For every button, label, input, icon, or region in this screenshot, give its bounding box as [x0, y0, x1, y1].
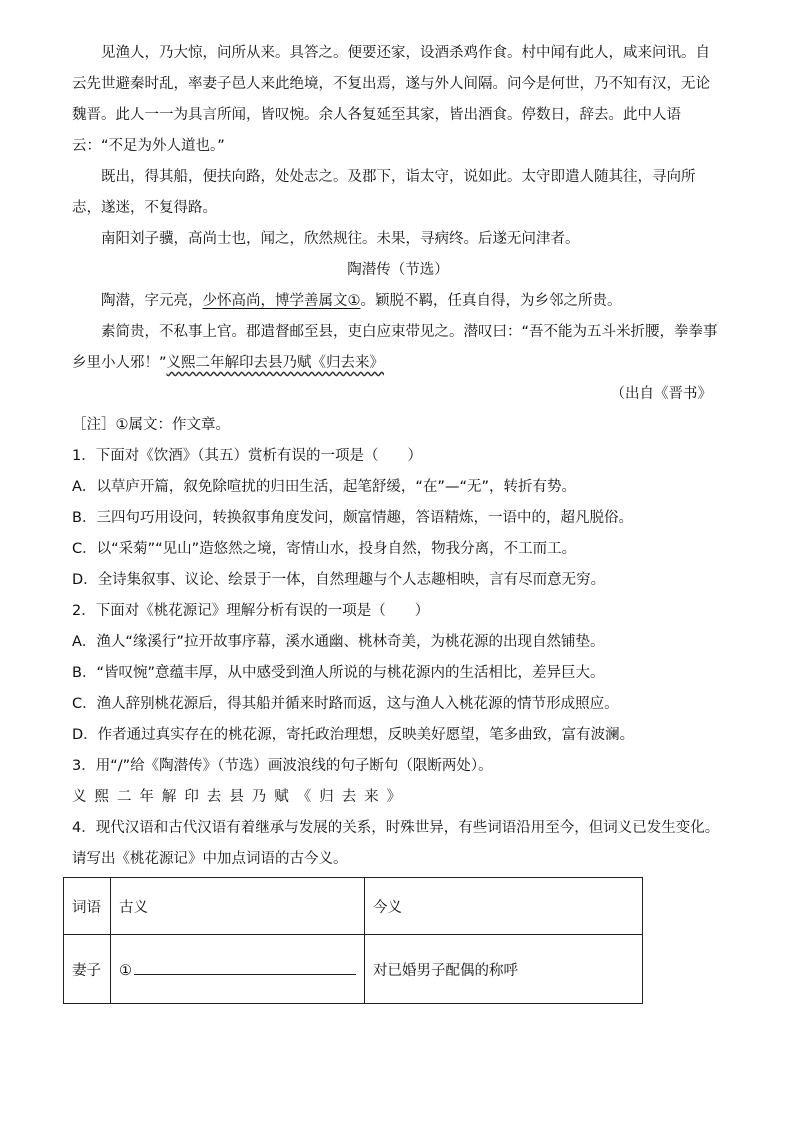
biography-line-1-post: 。颖脱不羁，任真自得，为乡邻之所贵。	[360, 293, 622, 309]
question-1-option-b: B．三四句巧用设问，转换叙事角度发问，颇富情趣，答语精炼，一语中的，超凡脱俗。	[72, 510, 633, 526]
question-2-option-b: B．“皆叹惋”意蕴丰厚，从中感受到渔人所说的与桃花源内的生活相比，差异巨大。	[72, 665, 605, 681]
biography-line-1	[72, 286, 724, 317]
vocab-table-row	[64, 935, 643, 1004]
question-3-sentence: 义熙二年解印去县乃赋《归去来》	[72, 789, 410, 805]
question-1-option-a: A．以草庐开篇，叙免除喧扰的归田生活，起笔舒缓，“在”—“无”，转折有势。	[72, 479, 576, 495]
question-2-stem: 2．下面对《桃花源记》理解分析有误的一项是（ ）	[72, 603, 430, 619]
question-1-option-d: D．全诗集叙事、议论、绘景于一体，自然理趣与个人志趣相映，言有尽而意无穷。	[72, 572, 606, 588]
question-2-option-a: A．渔人“缘溪行”拉开故事序幕，溪水通幽、桃林奇美，为桃花源的出现自然铺垫。	[72, 634, 605, 650]
vocab-table	[63, 877, 643, 1004]
cell-ancient-answer	[111, 935, 365, 1004]
source-citation: （出自《晋书》	[610, 386, 712, 402]
wavy-underlined-sentence: 义熙二年解印去县乃赋《归去来》	[166, 355, 385, 371]
cell-word: 妻子	[64, 935, 111, 1004]
header-cell-ancient: 古义	[111, 878, 365, 935]
biography-line-2-pre: 素简贵，不私事上官。郡遣督邮至县，吏白应束带见之。潜叹曰：“吾不能为五斗米折腰，拳拳事乡里小人邪！”	[72, 324, 718, 371]
question-1-stem: 1．下面对《饮酒》（其五）赏析有误的一项是（ ）	[72, 448, 422, 464]
question-2-option-d: D．作者通过真实存在的桃花源，寄托政治理想，反映美好愿望，笔多曲致，富有波澜。	[72, 727, 635, 743]
biography-title: 陶潜传（节选）	[347, 262, 449, 278]
answer-blank-line[interactable]	[134, 960, 356, 975]
underlined-phrase: 少怀高尚，博学善属文①	[202, 293, 361, 309]
biography-line-1-pre: 陶潜，字元亮，	[101, 293, 203, 309]
question-2-option-c: C．渔人辞别桃花源后，得其船并循来时路而返，这与渔人入桃花源的情节形成照应。	[72, 696, 619, 712]
passage-paragraph-3: 南阳刘子骥，高尚士也，闻之，欣然规往。未果，寻病终。后遂无问津者。	[101, 231, 580, 247]
passage-paragraph-1: 见渔人，乃大惊，问所从来。具答之。便要还家，设酒杀鸡作食。村中闻有此人，咸来问讯。自云先世避秦时乱，率妻子邑人来此绝境，不复出焉，遂与外人间隔。问今是何世，乃不知有汉，无论魏晋。此人一一为具言所闻，皆叹惋。余人各复延至其家，皆出酒食。停数日，辞去。此中人语云：“不足为外人道也。”	[72, 45, 710, 154]
cell-modern-meaning: 对已婚男子配偶的称呼	[365, 935, 643, 1004]
question-4-stem: 4．现代汉语和古代汉语有着继承与发展的关系，时殊世异，有些词语沿用至今，但词义已发生变化。请写出《桃花源记》中加点词语的古今义。	[72, 820, 720, 867]
question-3-stem: 3．用“/”给《陶潜传》（节选）画波浪线的句子断句（限断两处）。	[72, 758, 493, 774]
question-1-option-c: C．以“采菊”“见山”造悠然之境，寄情山水，投身自然，物我分离，不工而工。	[72, 541, 577, 557]
biography-line-2	[72, 317, 724, 379]
header-cell-word: 词语	[64, 878, 111, 935]
header-cell-modern: 今义	[365, 878, 643, 935]
answer-blank-group	[119, 960, 356, 979]
annotation-note: ［注］①属文：作文章。	[72, 417, 230, 433]
blank-marker: ①	[119, 962, 132, 979]
document-page	[72, 38, 724, 1004]
vocab-table-header-row	[64, 878, 643, 935]
passage-paragraph-2: 既出，得其船，便扶向路，处处志之。及郡下，诣太守，说如此。太守即遣人随其往，寻向所志，遂迷，不复得路。	[72, 169, 696, 216]
